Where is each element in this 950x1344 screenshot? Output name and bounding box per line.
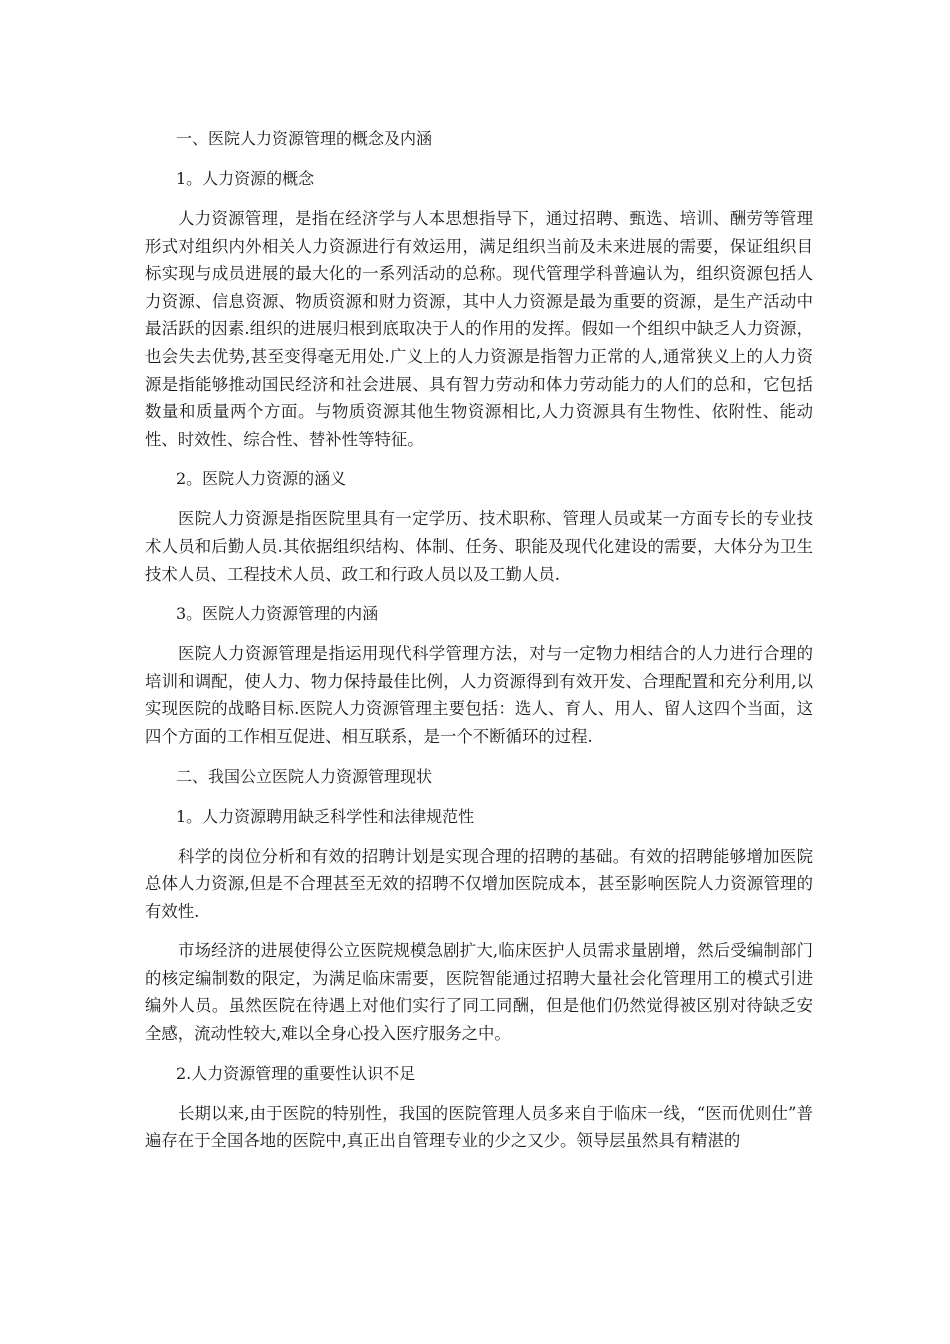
paragraph: 长期以来,由于医院的特别性，我国的医院管理人员多来自于临床一线，“医而优则仕”普遍存在于全国各地的医院中,真正出自管理专业的少之又少。领导层虽然具有精湛的	[145, 1103, 813, 1151]
paragraph: 市场经济的进展使得公立医院规模急剧扩大,临床医护人员需求量剧增，然后受编制部门的核定编制数的限定，为满足临床需要，医院智能通过招聘大量社会化管理用工的模式引进编外人员。虽然医院在待遇上对他们实行了同工同酬，但是他们仍然觉得被区别对待缺乏安全感，流动性较大,难以全身心投入医疗服务之中。	[145, 941, 813, 1044]
paragraph: 科学的岗位分析和有效的招聘计划是实现合理的招聘的基础。有效的招聘能够增加医院总体人力资源,但是不合理甚至无效的招聘不仅增加医院成本，甚至影响医院人力资源管理的有效性.	[145, 846, 813, 921]
subsection-heading: 1。人力资源聘用缺乏科学性和法律规范性	[176, 806, 475, 826]
paragraph: 医院人力资源管理是指运用现代科学管理方法，对与一定物力相结合的人力进行合理的培训和调配，使人力、物力保持最佳比例，人力资源得到有效开发、合理配置和充分利用,以实现医院的战略目标.医院人力资源管理主要包括：选人、育人、用人、留人这四个当面，这四个方面的工作相互促进、相互联系，是一个不断循环的过程.	[145, 644, 813, 746]
subsection-heading: 1。人力资源的概念	[176, 169, 315, 188]
subsection-heading: 2.人力资源管理的重要性认识不足	[176, 1063, 416, 1083]
paragraph: 人力资源管理，是指在经济学与人本思想指导下，通过招聘、甄选、培训、酬劳等管理形式对组织内外相关人力资源进行有效运用，满足组织当前及未来进展的需要，保证组织目标实现与成员进展的最大化的一系列活动的总称。现代管理学科普遍认为，组织资源包括人力资源、信息资源、物质资源和财力资源，其中人力资源是最为重要的资源，是生产活动中最活跃的因素.组织的进展归根到底取决于人的作用的发挥。假如一个组织中缺乏人力资源，也会失去优势,甚至变得毫无用处.广义上的人力资源是指智力正常的人,通常狭义上的人力资源是指能够推动国民经济和社会进展、具有智力劳动和体力劳动能力的人们的总和，它包括数量和质量两个方面。与物质资源其他生物资源相比,人力资源具有生物性、依附性、能动性、时效性、综合性、替补性等特征。	[145, 209, 813, 449]
document-body	[145, 125, 813, 1167]
paragraph: 医院人力资源是指医院里具有一定学历、技术职称、管理人员或某一方面专长的专业技术人员和后勤人员.其依据组织结构、体制、任务、职能及现代化建设的需要，大体分为卫生技术人员、工程技术人员、政工和行政人员以及工勤人员.	[145, 509, 813, 584]
subsection-heading: 3。医院人力资源管理的内涵	[176, 604, 379, 624]
section-heading: 一、医院人力资源管理的概念及内涵	[176, 129, 433, 148]
subsection-heading: 2。医院人力资源的涵义	[176, 469, 347, 489]
section-heading: 二、我国公立医院人力资源管理现状	[176, 766, 433, 786]
